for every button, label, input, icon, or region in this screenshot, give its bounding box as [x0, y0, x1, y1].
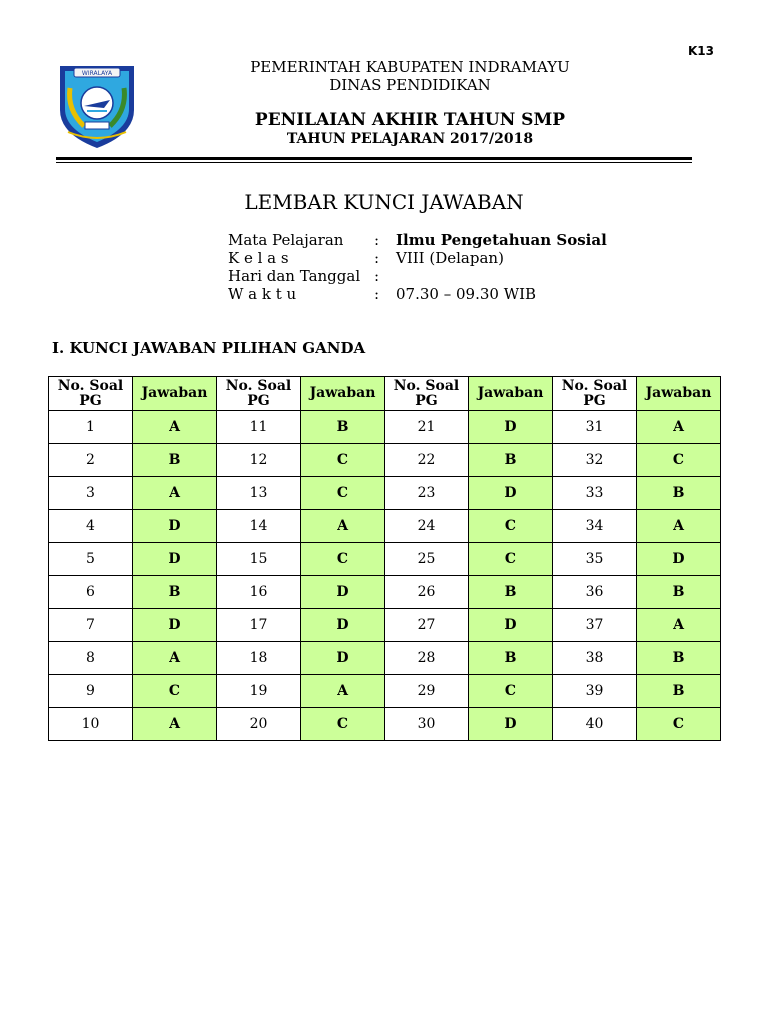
- question-number-cell: 36: [553, 576, 637, 609]
- answer-cell: D: [637, 543, 721, 576]
- info-label: K e l a s: [228, 249, 289, 267]
- answer-cell: C: [301, 708, 385, 741]
- answer-cell: B: [301, 411, 385, 444]
- answer-cell: D: [301, 609, 385, 642]
- header-answer: Jawaban: [637, 377, 721, 411]
- header-answer: Jawaban: [133, 377, 217, 411]
- table-row: [49, 477, 721, 510]
- info-label: Hari dan Tanggal: [228, 267, 361, 285]
- answer-cell: D: [469, 609, 553, 642]
- header-divider-thick: [56, 157, 692, 160]
- table-row: [49, 708, 721, 741]
- table-row: [49, 609, 721, 642]
- table-row: [49, 543, 721, 576]
- question-number-cell: 15: [217, 543, 301, 576]
- info-colon: :: [374, 285, 380, 303]
- question-number-cell: 1: [49, 411, 133, 444]
- exam-name: PENILAIAN AKHIR TAHUN SMP: [254, 110, 566, 130]
- question-number-cell: 25: [385, 543, 469, 576]
- answer-cell: A: [301, 675, 385, 708]
- question-number-cell: 39: [553, 675, 637, 708]
- answer-cell: A: [637, 609, 721, 642]
- regency-emblem-icon: [54, 58, 140, 150]
- question-number-cell: 28: [385, 642, 469, 675]
- question-number-cell: 23: [385, 477, 469, 510]
- header-answer: Jawaban: [469, 377, 553, 411]
- answer-cell: B: [637, 642, 721, 675]
- info-label: W a k t u: [228, 285, 297, 303]
- question-number-cell: 2: [49, 444, 133, 477]
- answer-cell: D: [301, 576, 385, 609]
- answer-cell: D: [301, 642, 385, 675]
- question-number-cell: 3: [49, 477, 133, 510]
- answer-cell: B: [637, 675, 721, 708]
- table-row: [49, 642, 721, 675]
- academic-year: TAHUN PELAJARAN 2017/2018: [286, 131, 534, 147]
- emblem-banner-text: WIRALAYA: [81, 70, 113, 77]
- question-number-cell: 9: [49, 675, 133, 708]
- answer-cell: C: [301, 543, 385, 576]
- answer-cell: A: [133, 642, 217, 675]
- answer-cell: A: [637, 411, 721, 444]
- question-number-cell: 27: [385, 609, 469, 642]
- info-value: VIII (Delapan): [396, 249, 504, 267]
- info-colon: :: [374, 267, 380, 285]
- question-number-cell: 24: [385, 510, 469, 543]
- header-question-number: No. Soal PG: [553, 377, 637, 411]
- answer-cell: B: [469, 642, 553, 675]
- page-title: LEMBAR KUNCI JAWABAN: [244, 190, 524, 214]
- header-question-number: No. Soal PG: [385, 377, 469, 411]
- answer-cell: D: [133, 510, 217, 543]
- header-answer: Jawaban: [301, 377, 385, 411]
- answer-cell: B: [469, 444, 553, 477]
- answer-cell: B: [637, 576, 721, 609]
- answer-cell: A: [637, 510, 721, 543]
- answer-cell: A: [301, 510, 385, 543]
- header-divider-thin: [56, 162, 692, 163]
- answer-key-table: [48, 376, 721, 741]
- answer-cell: D: [469, 411, 553, 444]
- header-question-number: No. Soal PG: [49, 377, 133, 411]
- answer-cell: D: [469, 708, 553, 741]
- question-number-cell: 31: [553, 411, 637, 444]
- info-colon: :: [374, 231, 380, 249]
- answer-cell: A: [133, 477, 217, 510]
- question-number-cell: 13: [217, 477, 301, 510]
- answer-cell: B: [133, 576, 217, 609]
- question-number-cell: 7: [49, 609, 133, 642]
- answer-cell: C: [637, 444, 721, 477]
- question-number-cell: 21: [385, 411, 469, 444]
- question-number-cell: 37: [553, 609, 637, 642]
- answer-cell: C: [301, 477, 385, 510]
- table-header-row: [49, 377, 721, 411]
- answer-cell: D: [133, 609, 217, 642]
- section-title: I. KUNCI JAWABAN PILIHAN GANDA: [52, 339, 366, 357]
- answer-cell: B: [133, 444, 217, 477]
- answer-cell: B: [637, 477, 721, 510]
- question-number-cell: 18: [217, 642, 301, 675]
- government-name: PEMERINTAH KABUPATEN INDRAMAYU: [250, 58, 570, 76]
- question-number-cell: 4: [49, 510, 133, 543]
- question-number-cell: 34: [553, 510, 637, 543]
- question-number-cell: 14: [217, 510, 301, 543]
- header-question-number: No. Soal PG: [217, 377, 301, 411]
- answer-cell: C: [637, 708, 721, 741]
- table-row: [49, 576, 721, 609]
- question-number-cell: 26: [385, 576, 469, 609]
- department-name: DINAS PENDIDIKAN: [329, 76, 491, 94]
- answer-cell: C: [469, 510, 553, 543]
- question-number-cell: 6: [49, 576, 133, 609]
- question-number-cell: 29: [385, 675, 469, 708]
- question-number-cell: 40: [553, 708, 637, 741]
- answer-cell: B: [469, 576, 553, 609]
- question-number-cell: 16: [217, 576, 301, 609]
- info-value: 07.30 – 09.30 WIB: [396, 285, 537, 303]
- question-number-cell: 11: [217, 411, 301, 444]
- info-value: Ilmu Pengetahuan Sosial: [396, 231, 607, 249]
- question-number-cell: 38: [553, 642, 637, 675]
- table-body: [49, 411, 721, 741]
- answer-cell: D: [133, 543, 217, 576]
- question-number-cell: 30: [385, 708, 469, 741]
- question-number-cell: 17: [217, 609, 301, 642]
- table-row: [49, 675, 721, 708]
- question-number-cell: 8: [49, 642, 133, 675]
- question-number-cell: 22: [385, 444, 469, 477]
- answer-cell: C: [301, 444, 385, 477]
- question-number-cell: 20: [217, 708, 301, 741]
- question-number-cell: 10: [49, 708, 133, 741]
- answer-cell: A: [133, 708, 217, 741]
- question-number-cell: 32: [553, 444, 637, 477]
- answer-cell: A: [133, 411, 217, 444]
- table-row: [49, 411, 721, 444]
- table-row: [49, 510, 721, 543]
- info-colon: :: [374, 249, 380, 267]
- answer-cell: C: [469, 675, 553, 708]
- question-number-cell: 33: [553, 477, 637, 510]
- answer-cell: C: [133, 675, 217, 708]
- question-number-cell: 35: [553, 543, 637, 576]
- answer-cell: C: [469, 543, 553, 576]
- answer-cell: D: [469, 477, 553, 510]
- question-number-cell: 12: [217, 444, 301, 477]
- table-row: [49, 444, 721, 477]
- info-label: Mata Pelajaran: [228, 231, 344, 249]
- question-number-cell: 5: [49, 543, 133, 576]
- question-number-cell: 19: [217, 675, 301, 708]
- document-code: K13: [688, 44, 714, 58]
